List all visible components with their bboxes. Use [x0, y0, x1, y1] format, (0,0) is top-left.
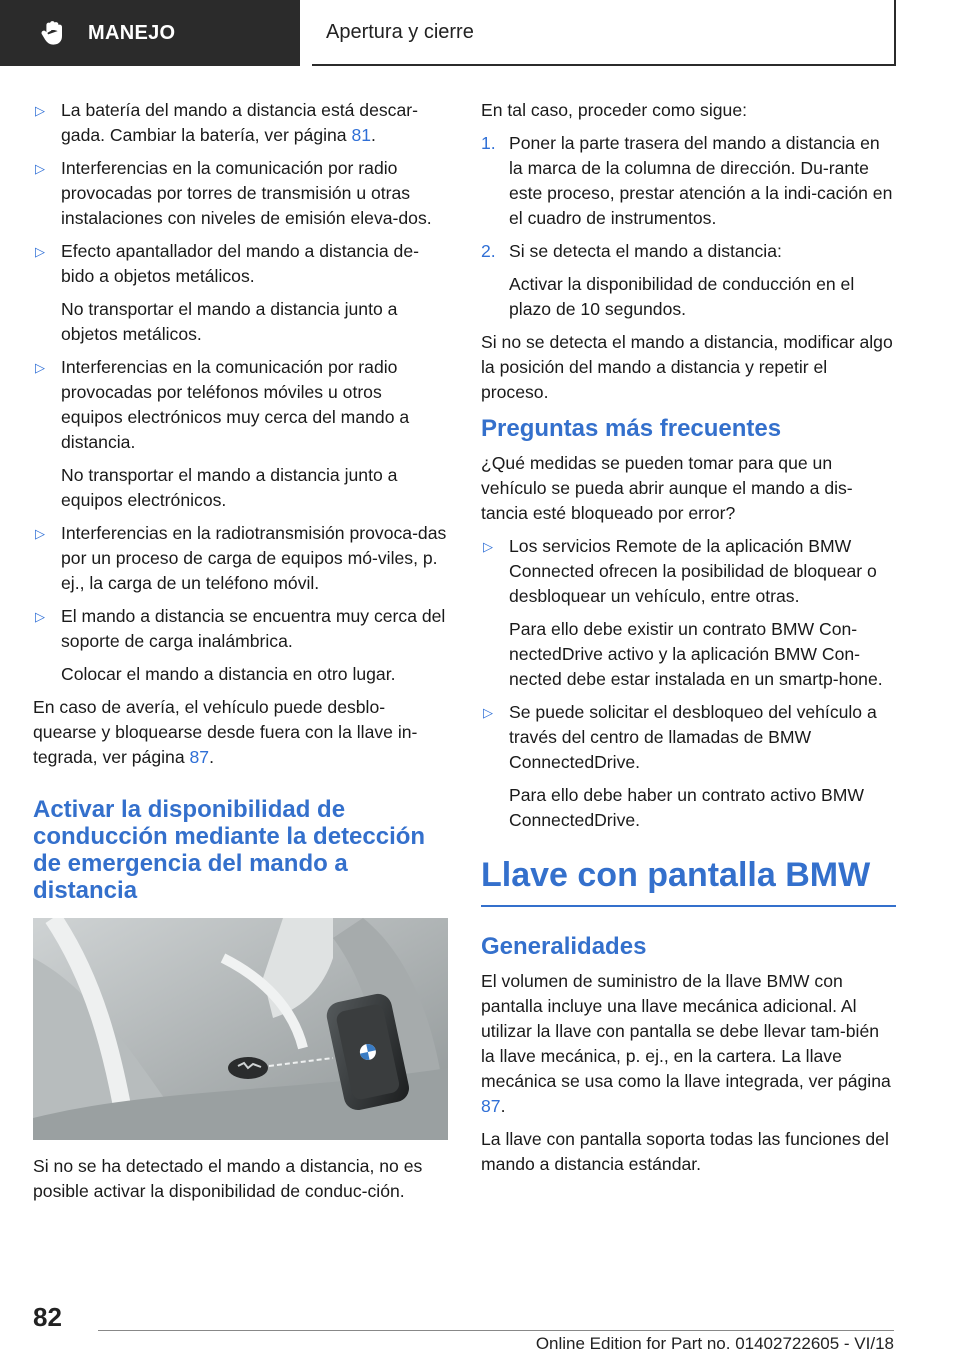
list-item-note: Para ello debe haber un contrato activo BMW ConnectedDrive. [509, 785, 865, 830]
chapter-heading: Llave con pantalla BMW [481, 855, 896, 907]
list-item-note: No transportar el mando a distancia junto a objetos metálicos. [61, 299, 398, 344]
step-number: 1. [481, 133, 496, 153]
step-text: Si se detecta el mando a distancia: [509, 241, 782, 261]
list-item-text: Se puede solicitar el desbloqueo del vehículo a través del centro de llamadas de BMW ConnectedDrive. [509, 702, 877, 772]
triangle-bullet-icon: ▷ [35, 103, 45, 118]
triangle-bullet-icon: ▷ [35, 526, 45, 541]
list-item [33, 355, 448, 455]
list-item-note: No transportar el mando a distancia junto a equipos electrónicos. [61, 465, 398, 510]
triangle-bullet-icon: ▷ [35, 609, 45, 624]
list-item: ▷ La batería del mando a distancia está descar-gada. Cambiar la batería, ver página 81. [35, 100, 418, 145]
numbered-step [481, 131, 896, 231]
triangle-bullet-icon: ▷ [35, 360, 45, 375]
left-column [33, 98, 448, 1212]
footer-divider [98, 1330, 894, 1331]
paragraph: En caso de avería, el vehículo puede desblo-quearse y bloquearse desde fuera con la llave in-tegrada, ver página 87. [33, 697, 418, 767]
paragraph-text: En caso de avería, el vehículo puede desblo-quearse y bloquearse desde fuera con la llave in-tegrada, ver página [33, 697, 418, 767]
step-text: Poner la parte trasera del mando a distancia en la marca de la columna de dirección. Du-rante este proceso, prestar atención a la indi-cación en el cuadro de instrumentos. [509, 133, 893, 228]
faq-question: ¿Qué medidas se pueden tomar para que un vehículo se pueda abrir aunque el mando a dis-tancia esté bloqueado por error? [481, 453, 853, 523]
right-column [481, 98, 896, 1185]
step-number: 2. [481, 241, 496, 261]
list-item-note: Para ello debe existir un contrato BMW Con-nectedDrive activo y la aplicación BMW Con-nected debe estar instalada en un smartp-hone. [509, 619, 883, 689]
paragraph-text: El volumen de suministro de la llave BMW con pantalla incluye una llave mecánica adicional. Al utilizar la llave con pantalla se debe llevar tam-bién la llave mecánica, p. ej., en la cartera. La llave mecánica se usa como la llave integrada, ver página [481, 971, 891, 1091]
list-item-text: Los servicios Remote de la aplicación BMW Connected ofrecen la posibilidad de bloquear o desbloquear un vehículo, entre otras. [509, 536, 877, 606]
section-heading: Generalidades [481, 933, 647, 960]
numbered-step [481, 239, 896, 264]
page-link[interactable]: 81 [351, 125, 372, 145]
triangle-bullet-icon: ▷ [35, 161, 45, 176]
figure-caption: Si no se ha detectado el mando a distancia, no es posible activar la disponibilidad de conduc-ción. [33, 1156, 423, 1201]
list-item-text: Interferencias en la radiotransmisión provoca-das por un proceso de carga de equipos mó-viles, p. ej., la carga de un teléfono móvil. [61, 523, 447, 593]
page-link[interactable]: 87 [189, 747, 210, 767]
step-note: Activar la disponibilidad de conducción en el plazo de 10 segundos. [509, 274, 855, 319]
section-heading: Activar la disponibilidad de conducción mediante la detección de emergencia del mando a distancia [33, 796, 426, 904]
chapter-header [312, 0, 896, 66]
list-item-text: Interferencias en la comunicación por radio provocadas por teléfonos móviles u otros equipos electrónicos muy cerca del mando a distancia. [61, 357, 410, 452]
footer-edition: Online Edition for Part no. 01402722605 - VI/18 [535, 1334, 894, 1353]
list-item [481, 534, 896, 609]
triangle-bullet-icon: ▷ [483, 705, 493, 720]
list-item [33, 156, 448, 231]
list-item-note: Colocar el mando a distancia en otro lugar. [61, 664, 396, 684]
steering-column-key-photo [33, 918, 448, 1140]
triangle-bullet-icon: ▷ [35, 244, 45, 259]
page-link[interactable]: 87 [481, 1096, 501, 1116]
list-item [33, 239, 448, 289]
page-number: 82 [33, 1302, 62, 1332]
list-item-text: Efecto apantallador del mando a distancia de-bido a objetos metálicos. [61, 241, 419, 286]
chapter-title: Apertura y cierre [326, 20, 474, 43]
paragraph: El volumen de suministro de la llave BMW con pantalla incluye una llave mecánica adicional. Al utilizar la llave con pantalla se debe llevar tam-bién la llave mecánica, p. ej., en la cartera. La llave mecánica se usa como la llave integrada, ver página 87. [481, 971, 891, 1116]
faq-heading: Preguntas más frecuentes [481, 415, 782, 442]
triangle-bullet-icon: ▷ [483, 539, 493, 554]
paragraph: La llave con pantalla soporta todas las funciones del mando a distancia estándar. [481, 1129, 889, 1174]
list-item-text: El mando a distancia se encuentra muy cerca del soporte de carga inalámbrica. [61, 606, 446, 651]
list-item [481, 700, 896, 775]
list-item-text: Interferencias en la comunicación por radio provocadas por torres de transmisión u otras instalaciones con niveles de emisión eleva-dos. [61, 158, 432, 228]
paragraph: Si no se detecta el mando a distancia, modificar algo la posición del mando a distancia y repetir el proceso. [481, 332, 893, 402]
header-section-tab [0, 0, 300, 66]
list-item [33, 521, 448, 596]
list-item-text: La batería del mando a distancia está descar-gada. Cambiar la batería, ver página [61, 100, 418, 145]
list-item [33, 604, 448, 654]
section-label: MANEJO [88, 21, 176, 44]
hand-icon [38, 18, 68, 48]
paragraph: En tal caso, proceder como sigue: [481, 100, 748, 120]
